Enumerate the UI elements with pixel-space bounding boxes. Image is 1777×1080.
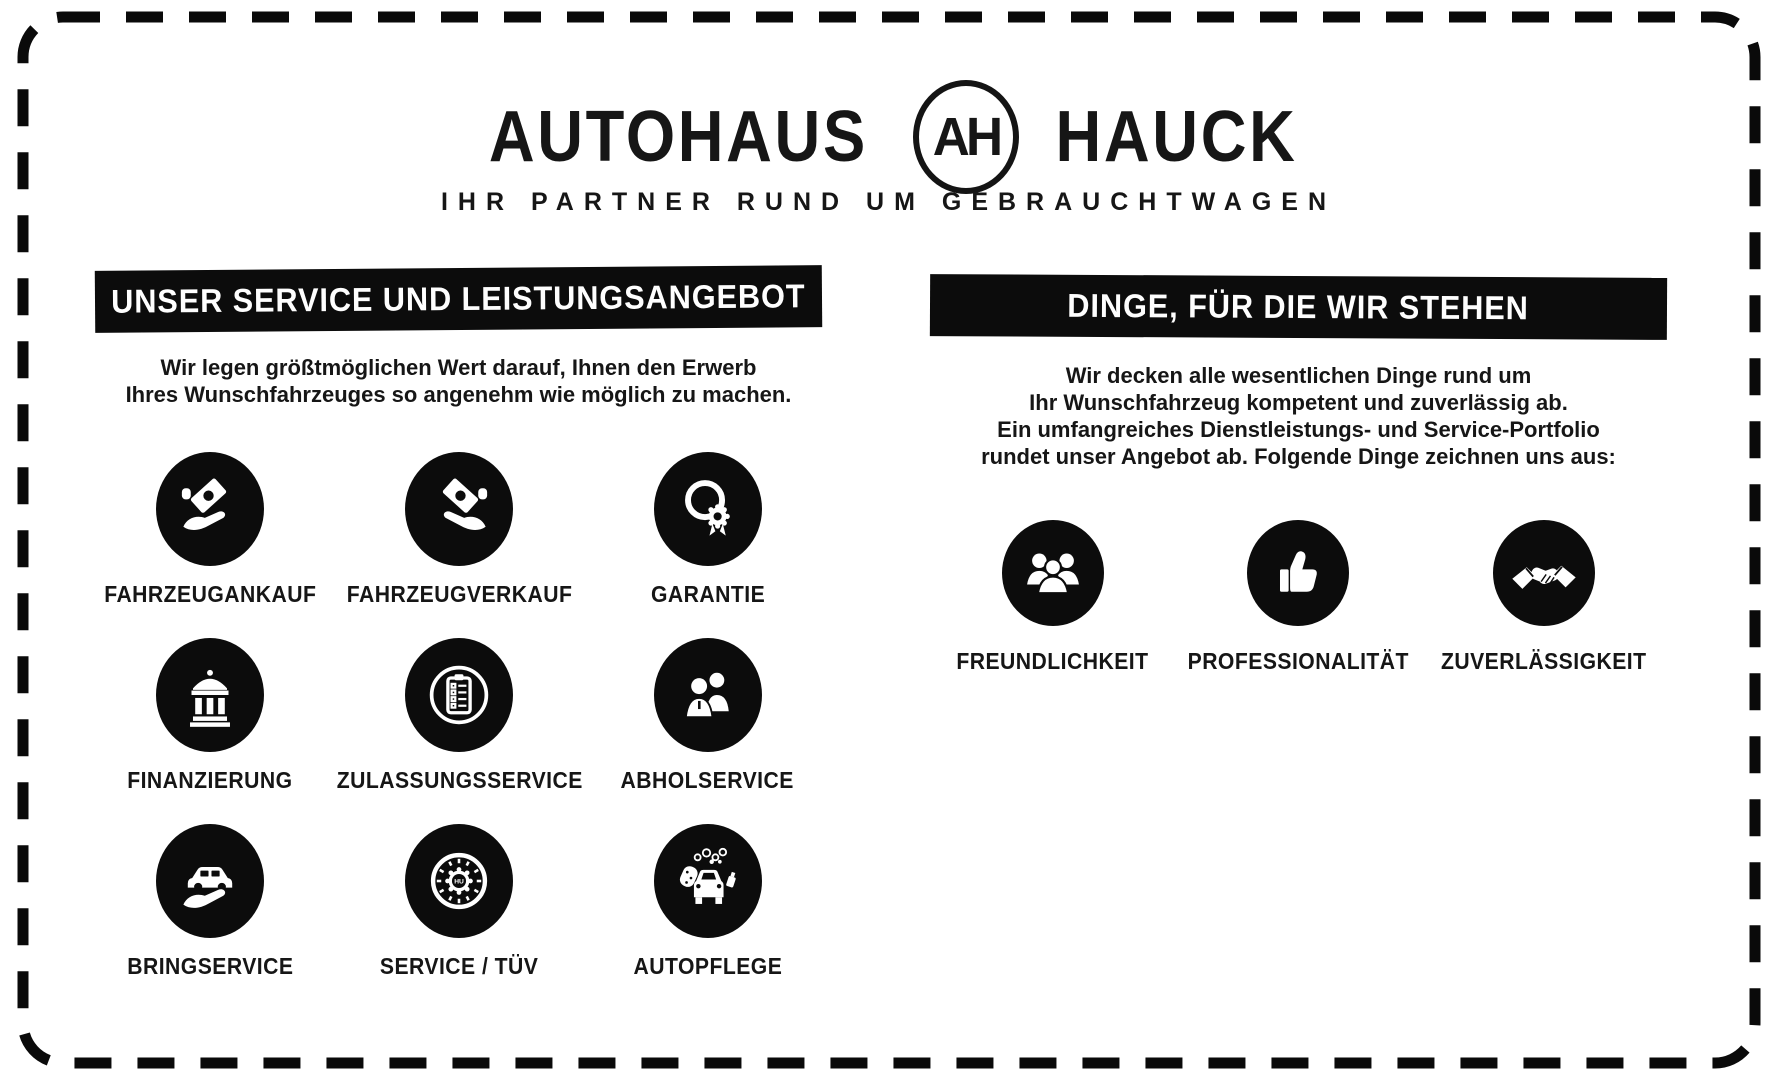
people-group-icon [1002, 520, 1104, 626]
service-item [627, 824, 789, 980]
service-item-label: BRINGSERVICE [127, 953, 294, 979]
services-intro-line: Ihres Wunschfahrzeuges so angenehm wie möglich zu machen. [125, 382, 792, 407]
service-item-label: FAHRZEUGVERKAUF [346, 581, 573, 607]
service-item-label: ABHOLSERVICE [620, 767, 795, 793]
values-banner [930, 274, 1667, 340]
thumbs-up-icon [1247, 520, 1349, 626]
service-item-label: FINANZIERUNG [127, 767, 293, 793]
car-on-hand-icon [156, 824, 264, 938]
value-item-label: PROFESSIONALITÄT [1187, 648, 1410, 674]
value-item [1432, 520, 1655, 675]
clipboard-checklist-icon [405, 638, 513, 752]
values-intro [930, 362, 1667, 470]
values-section [930, 276, 1667, 675]
services-intro [95, 354, 822, 408]
brand-tagline: IHR PARTNER RUND UM GEBRAUCHTWAGEN [440, 188, 1337, 216]
value-item-label: FREUNDLICHKEIT [956, 648, 1149, 674]
values-intro-line: rundet unser Angebot ab. Folgende Dinge zeichnen uns aus: [981, 444, 1616, 469]
money-receive-hand-icon [156, 452, 264, 566]
service-item [326, 638, 594, 794]
car-wash-icon [654, 824, 762, 938]
value-item [948, 520, 1157, 675]
service-item-label: SERVICE / TÜV [380, 953, 539, 979]
service-item-label: GARANTIE [650, 581, 765, 607]
service-item-label: FAHRZEUGANKAUF [104, 581, 317, 607]
bank-icon [156, 638, 264, 752]
service-item [337, 452, 582, 608]
values-intro-line: Ihr Wunschfahrzeug kompetent und zuverlässig ab. [1029, 390, 1568, 415]
service-item-label: ZULASSUNGSSERVICE [336, 767, 583, 793]
brand-header [0, 80, 1777, 194]
two-persons-icon [654, 638, 762, 752]
services-grid [95, 452, 822, 980]
values-grid [930, 520, 1667, 675]
service-item [613, 638, 801, 794]
values-intro-line: Wir decken alle wesentlichen Dinge rund um [1065, 363, 1532, 388]
services-banner [95, 265, 822, 333]
values-banner-label: DINGE, FÜR DIE WIR STEHEN [1067, 286, 1530, 327]
service-item-label: AUTOPFLEGE [633, 953, 782, 979]
service-item [95, 452, 326, 608]
award-medal-icon [654, 452, 762, 566]
values-intro-line: Ein umfangreiches Dienstleistungs- und Service-Portfolio [997, 417, 1600, 442]
money-give-hand-icon [405, 452, 513, 566]
value-item [1178, 520, 1419, 675]
brand-logo-monogram: AH [933, 107, 1000, 167]
services-section [95, 268, 822, 980]
services-intro-line: Wir legen größtmöglichen Wert darauf, Ihnen den Erwerb [160, 355, 757, 380]
brand-name-right: HAUCK [1055, 97, 1298, 177]
service-item [373, 824, 545, 980]
service-item [120, 824, 301, 980]
brand-name-left: AUTOHAUS [488, 97, 868, 177]
service-item [646, 452, 770, 608]
service-item [120, 638, 300, 794]
value-item-label: ZUVERLÄSSIGKEIT [1441, 648, 1647, 674]
brand-logo [913, 80, 1019, 194]
handshake-icon [1493, 520, 1595, 626]
services-banner-label: UNSER SERVICE UND LEISTUNGSANGEBOT [111, 277, 806, 320]
tuev-inspection-badge-icon [405, 824, 513, 938]
tuev-badge-text: HU [454, 878, 465, 886]
